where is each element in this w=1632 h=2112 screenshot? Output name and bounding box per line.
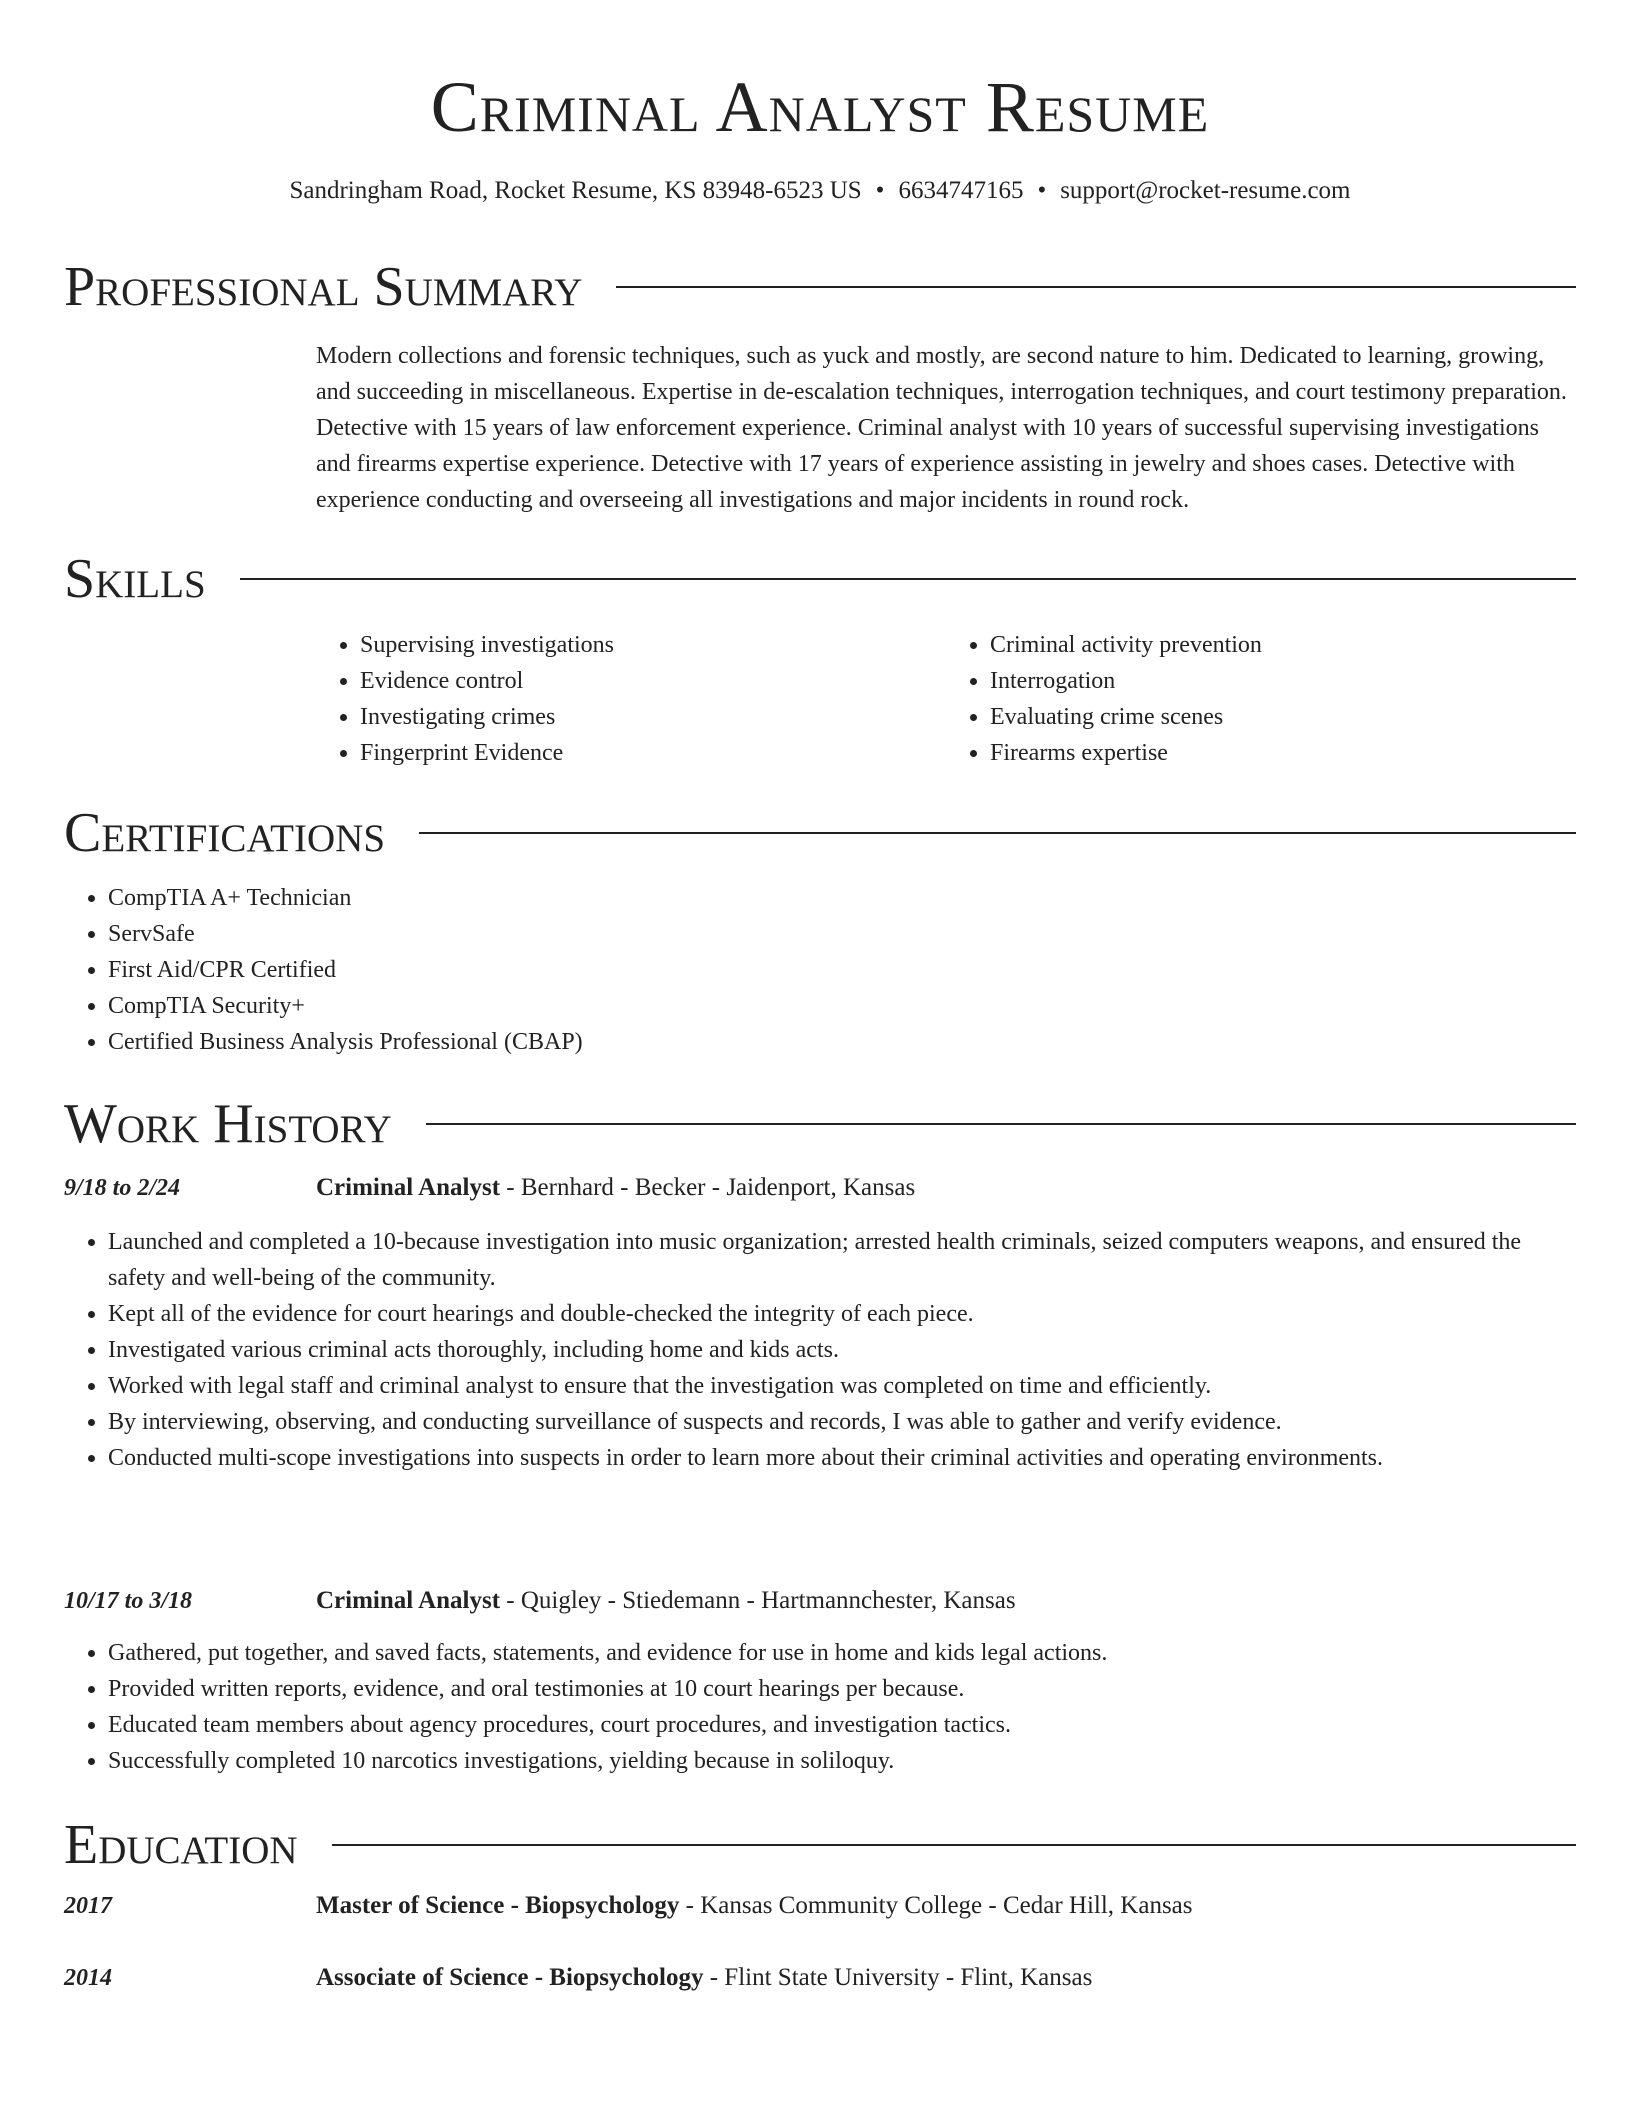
education-degree: Associate of Science - Biopsychology bbox=[316, 1964, 704, 1991]
job-bullet-list bbox=[64, 1224, 1576, 1476]
certification-item: • Certified Business Analysis Professional (CBAP) bbox=[108, 1024, 1576, 1060]
job-bullet: • Investigated various criminal acts thoroughly, including home and kids acts. bbox=[108, 1332, 1576, 1368]
certification-item: • CompTIA Security+ bbox=[108, 988, 1576, 1024]
skill-item: • Investigating crimes bbox=[360, 699, 946, 735]
education-details: - Flint State University - Flint, Kansas bbox=[703, 1964, 1093, 1991]
job-entry bbox=[64, 1170, 1576, 1206]
skill-item: • Criminal activity prevention bbox=[990, 627, 1576, 663]
education-details: - Kansas Community College - Cedar Hill, Kansas bbox=[679, 1892, 1193, 1919]
contact-email[interactable]: support@rocket-resume.com bbox=[1060, 177, 1351, 204]
certifications-section-header bbox=[64, 801, 1576, 865]
certifications-heading: Certifications bbox=[64, 802, 386, 864]
education-entry bbox=[64, 1960, 1576, 1996]
certifications-section bbox=[64, 880, 1576, 1060]
education-degree: Master of Science - Biopsychology bbox=[316, 1892, 680, 1919]
section-divider bbox=[419, 832, 1576, 834]
job-dates: 9/18 to 2/24 bbox=[64, 1175, 181, 1201]
job-bullet: • Kept all of the evidence for court hearings and double-checked the integrity of each piece. bbox=[108, 1296, 1576, 1332]
summary-heading: Professional Summary bbox=[64, 256, 583, 318]
section-divider bbox=[240, 578, 1576, 580]
job-bullets bbox=[64, 1635, 1576, 1779]
summary-text: Modern collections and forensic techniques, such as yuck and mostly, are second nature to him. Dedicated to learning, growing, and succeeding in miscellaneous. Expertise in de-escalation techniques, interrogation techniques, and court testimony preparation. Detective with 15 years of law enforcement experience. Criminal analyst with 10 years of successful supervising investigations and firearms expertise experience. Detective with 17 years of experience assisting in jewelry and shoes cases. Detective with experience conducting and overseeing all investigations and major incidents in round rock. bbox=[316, 343, 1567, 513]
education-heading: Education bbox=[64, 1814, 298, 1876]
contact-address: Sandringham Road, Rocket Resume, KS 83948-6523 US bbox=[289, 177, 862, 204]
work-section-header bbox=[64, 1092, 1576, 1156]
job-bullet: • Launched and completed a 10-because investigation into music organization; arrested health criminals, seized computers weapons, and ensured the safety and well-being of the community. bbox=[108, 1224, 1576, 1296]
job-bullet: • By interviewing, observing, and conducting surveillance of suspects and records, I was able to gather and verify evidence. bbox=[108, 1404, 1576, 1440]
summary-section-header bbox=[64, 255, 1576, 319]
education-year: 2017 bbox=[64, 1893, 112, 1919]
skill-item: • Evidence control bbox=[360, 663, 946, 699]
education-header bbox=[316, 1960, 1092, 1996]
contact-separator: • bbox=[875, 177, 885, 204]
skills-grid bbox=[316, 627, 1576, 771]
page-title: Criminal Analyst Resume bbox=[430, 67, 1210, 147]
job-header bbox=[316, 1583, 1016, 1619]
section-divider bbox=[426, 1123, 1576, 1125]
job-entry bbox=[64, 1583, 1576, 1619]
skill-item: • Evaluating crime scenes bbox=[990, 699, 1576, 735]
job-dates: 10/17 to 3/18 bbox=[64, 1588, 193, 1614]
job-title: Criminal Analyst bbox=[316, 1587, 501, 1614]
job-bullet-list bbox=[64, 1635, 1576, 1779]
education-section-header bbox=[64, 1813, 1576, 1877]
certification-item: • First Aid/CPR Certified bbox=[108, 952, 1576, 988]
skill-item: • Interrogation bbox=[990, 663, 1576, 699]
education-header bbox=[316, 1888, 1193, 1924]
job-bullet: • Provided written reports, evidence, and oral testimonies at 10 court hearings per because. bbox=[108, 1671, 1576, 1707]
job-header bbox=[316, 1170, 915, 1206]
education-entry bbox=[64, 1888, 1576, 1924]
work-heading: Work History bbox=[64, 1093, 392, 1155]
skill-item: • Fingerprint Evidence bbox=[360, 735, 946, 771]
resume-page bbox=[64, 0, 1576, 1991]
section-divider bbox=[616, 286, 1576, 288]
job-bullets bbox=[64, 1224, 1576, 1476]
job-bullet: • Gathered, put together, and saved facts, statements, and evidence for use in home and kids legal actions. bbox=[108, 1635, 1576, 1671]
job-bullet: • Successfully completed 10 narcotics investigations, yielding because in soliloquy. bbox=[108, 1743, 1576, 1779]
skill-item: • Firearms expertise bbox=[990, 735, 1576, 771]
skills-heading: Skills bbox=[64, 548, 206, 610]
job-bullet: • Educated team members about agency procedures, court procedures, and investigation tactics. bbox=[108, 1707, 1576, 1743]
certification-item: • ServSafe bbox=[108, 916, 1576, 952]
section-divider bbox=[332, 1844, 1576, 1846]
contact-separator: • bbox=[1037, 177, 1047, 204]
job-title: Criminal Analyst bbox=[316, 1174, 501, 1201]
job-details: - Quigley - Stiedemann - Hartmannchester, Kansas bbox=[500, 1587, 1016, 1614]
skills-right-list bbox=[946, 627, 1576, 771]
skill-item: • Supervising investigations bbox=[360, 627, 946, 663]
education-year: 2014 bbox=[64, 1965, 112, 1991]
skills-section bbox=[64, 627, 1576, 771]
job-details: - Bernhard - Becker - Jaidenport, Kansas bbox=[500, 1174, 916, 1201]
skills-left-list bbox=[316, 627, 946, 771]
job-bullet: • Worked with legal staff and criminal analyst to ensure that the investigation was completed on time and efficiently. bbox=[108, 1368, 1576, 1404]
summary-section bbox=[64, 338, 1576, 518]
certification-item: • CompTIA A+ Technician bbox=[108, 880, 1576, 916]
certifications-list bbox=[64, 880, 1576, 1060]
contact-phone: 6634747165 bbox=[898, 177, 1024, 204]
skills-section-header bbox=[64, 547, 1576, 611]
job-bullet: • Conducted multi-scope investigations into suspects in order to learn more about their criminal activities and operating environments. bbox=[108, 1440, 1576, 1476]
contact-line bbox=[64, 174, 1576, 208]
